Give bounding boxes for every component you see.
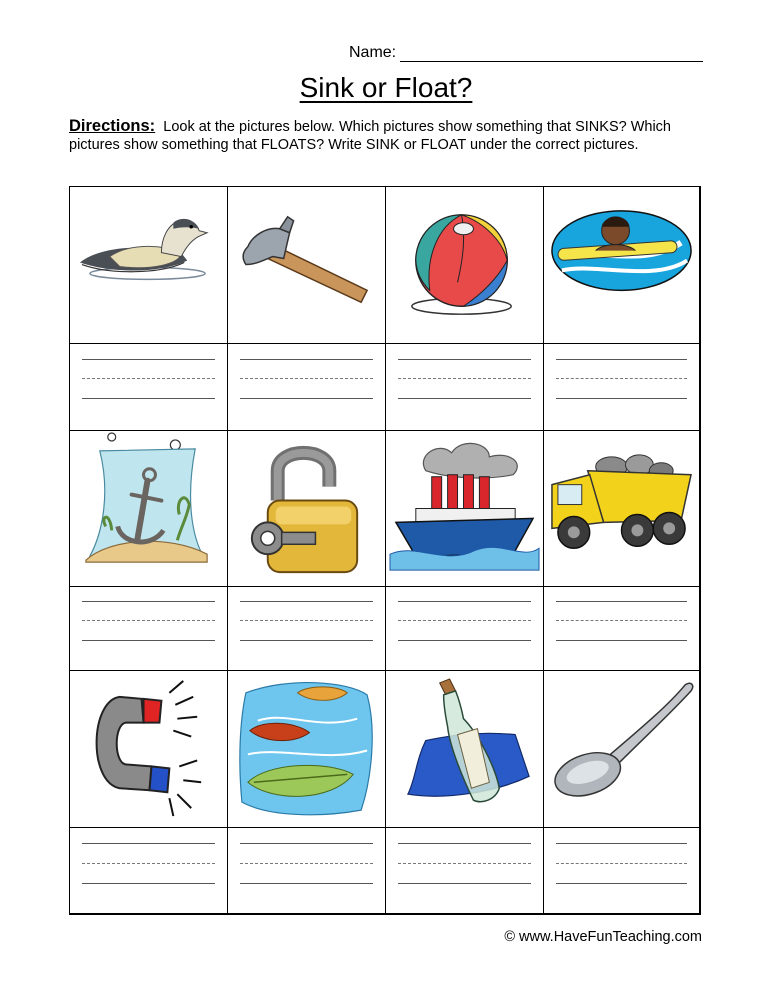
picture-cell-bottle: [386, 671, 544, 828]
picture-cell-anchor: [70, 431, 228, 587]
padlock-icon: [228, 431, 385, 586]
beach-ball-icon: [386, 187, 543, 343]
directions: [69, 117, 709, 154]
answer-cell[interactable]: [544, 828, 700, 914]
answer-cell[interactable]: [70, 828, 228, 914]
anchor-icon: [70, 431, 227, 586]
answer-cell[interactable]: [386, 587, 544, 671]
worksheet-title: Sink or Float?: [299, 72, 473, 103]
steamship-icon: [386, 431, 543, 586]
answer-cell[interactable]: [544, 587, 700, 671]
directions-text: Look at the pictures below. Which pictures show something that SINKS? Which pictures show something that FLOATS? Write SINK or FLOAT under the correct pictures.: [69, 119, 671, 153]
hammer-icon: [228, 187, 385, 343]
directions-label: Directions:: [69, 117, 156, 135]
worksheet-grid: [69, 186, 701, 915]
answer-cell[interactable]: [386, 828, 544, 914]
picture-cell-spoon: [544, 671, 700, 828]
picture-cell-duck: [70, 187, 228, 344]
picture-cell-padlock: [228, 431, 386, 587]
answer-cell[interactable]: [228, 587, 386, 671]
picture-cell-leaves: [228, 671, 386, 828]
answer-cell[interactable]: [228, 344, 386, 431]
magnet-icon: [70, 671, 227, 827]
swimmer-with-noodle-icon: [544, 187, 699, 343]
copyright-footer: © www.HaveFunTeaching.com: [504, 929, 702, 945]
floating-leaves-icon: [228, 671, 385, 827]
spoon-icon: [544, 671, 699, 827]
picture-cell-beach-ball: [386, 187, 544, 344]
message-bottle-icon: [386, 671, 543, 827]
answer-cell[interactable]: [70, 587, 228, 671]
picture-cell-swimmer: [544, 187, 700, 344]
picture-cell-steamship: [386, 431, 544, 587]
answer-cell[interactable]: [70, 344, 228, 431]
picture-cell-dump-truck: [544, 431, 700, 587]
picture-cell-magnet: [70, 671, 228, 828]
name-label: Name:: [349, 44, 397, 61]
duck-icon: [70, 187, 227, 343]
answer-cell[interactable]: [228, 828, 386, 914]
dump-truck-icon: [544, 431, 699, 586]
answer-cell[interactable]: [386, 344, 544, 431]
name-input-line[interactable]: [400, 61, 703, 62]
answer-cell[interactable]: [544, 344, 700, 431]
picture-cell-hammer: [228, 187, 386, 344]
